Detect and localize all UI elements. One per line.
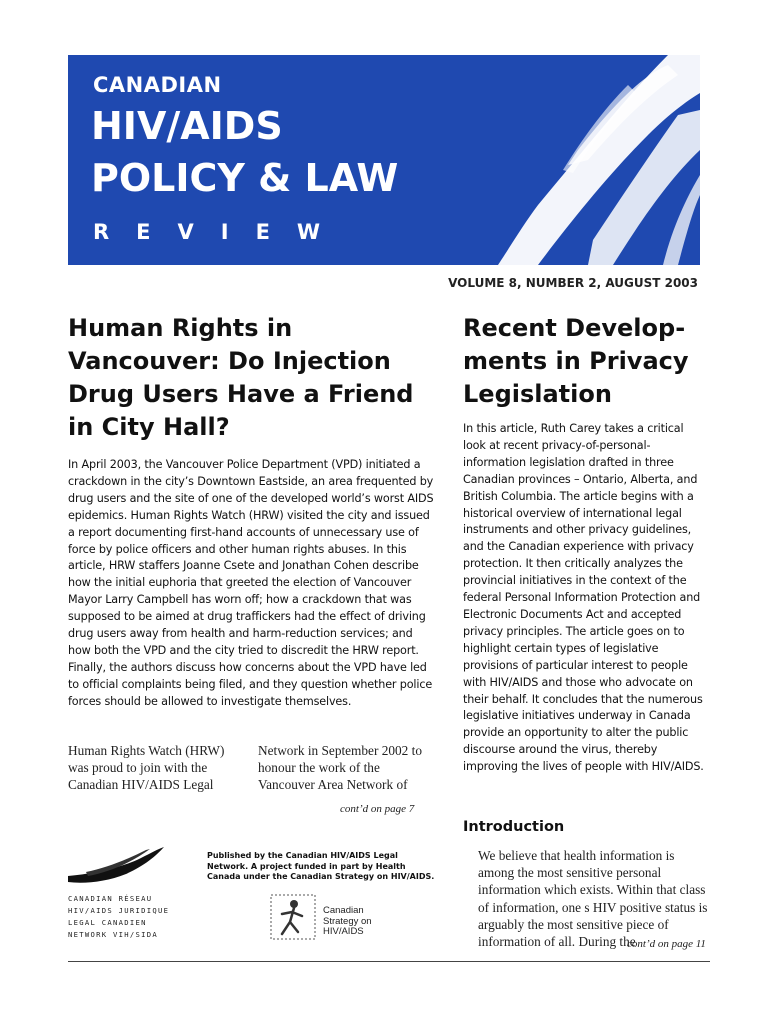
right-article-summary: In this article, Ruth Carey takes a critical look at recent privacy-of-personal-information legislation drafted in three Canadian provinces – Ontario, Alberta, and British Columbia. The article begins with a historical overview of international legal instruments and other privacy guidelines, and the Canadian experience with privacy protection. It then critically analyzes the provincial initiatives in the context of the federal Personal Information Protection and Electronic Documents Act and accepted privacy principles. The article goes on to highlight certain types of legislative provisions of particular interest to people with HIV/AIDS and those who advocate on their behalf. It concludes that the numerous legislative initiatives underway in Canada provide an opportunity to alter the public discourse around the virus, thereby improving the lives of people with HIV/AIDS. bbox=[463, 422, 704, 774]
strategy-line: Strategy on bbox=[323, 915, 372, 927]
published-by-text: Published by the Canadian HIV/AIDS Legal Network. A project funded in part by Health Canada under the Canadian Strategy on HIV/AIDS. bbox=[207, 851, 435, 881]
introduction-body: We believe that health information is among the most sensitive personal information which exists. Within that class of information, one s HIV positive status is arguably the most sensitive piece of information of all. During the bbox=[478, 848, 708, 950]
right-article-headline: Recent Develop-ments in Privacy Legislation bbox=[463, 314, 689, 408]
introduction-heading: Introduction bbox=[463, 819, 565, 835]
left-article-headline: Human Rights in Vancouver: Do Injection Drug Users Have a Friend in City Hall? bbox=[68, 314, 414, 441]
strategy-wordmark bbox=[323, 906, 372, 938]
masthead-review: REVIEW bbox=[93, 220, 348, 244]
left-article-body-col2: Network in September 2002 to honour the work of the Vancouver Area Network of bbox=[258, 743, 422, 793]
masthead-title-line2: POLICY & LAW bbox=[91, 156, 399, 200]
masthead bbox=[68, 55, 700, 265]
network-row: HIV/AIDS JURIDIQUE bbox=[68, 906, 170, 915]
bottom-divider bbox=[68, 961, 710, 962]
network-row: LEGAL CANADIEN bbox=[68, 918, 147, 927]
network-row: NETWORK VIH/SIDA bbox=[68, 930, 159, 939]
strategy-line: HIV/AIDS bbox=[323, 926, 364, 937]
legal-network-logo-icon bbox=[66, 846, 166, 888]
left-article-body-col1: Human Rights Watch (HRW) was proud to join with the Canadian HIV/AIDS Legal bbox=[68, 743, 225, 793]
masthead-title-line1: HIV/AIDS bbox=[91, 104, 283, 148]
strategy-figure-icon bbox=[268, 892, 318, 942]
network-row: CANADIAN RÉSEAU bbox=[68, 894, 153, 903]
left-article-continued: cont’d on page 7 bbox=[340, 803, 415, 815]
issue-info: VOLUME 8, NUMBER 2, AUGUST 2003 bbox=[448, 276, 698, 290]
masthead-canadian: CANADIAN bbox=[93, 73, 222, 97]
strategy-line: Canadian bbox=[323, 905, 364, 916]
left-article-summary: In April 2003, the Vancouver Police Department (VPD) initiated a crackdown in the city’s Downtown Eastside, an area frequented by drug users and the site of one of the developed world’s worst AIDS epidemics. Human Rights Watch (HRW) visited the city and issued a report documenting first-hand accounts of unnecessary use of force by police officers and other human rights abuses. In this article, HRW staffers Joanne Csete and Jonathan Cohen describe how the initial euphoria that greeted the election of Vancouver Mayor Larry Campbell has worn off; how a crackdown that was supposed to be aimed at drug traffickers had the effect of driving drug users away from health and harm-reduction services; and how both the VPD and the city tried to discredit the HRW report. Finally, the authors discuss how concerns about the VPD have led to official complaints being filed, and they question whether police forces should be allowed to investigate themselves. bbox=[68, 458, 434, 708]
right-article-continued: cont’d on page 11 bbox=[627, 938, 706, 950]
legal-network-wordmark bbox=[68, 893, 169, 941]
